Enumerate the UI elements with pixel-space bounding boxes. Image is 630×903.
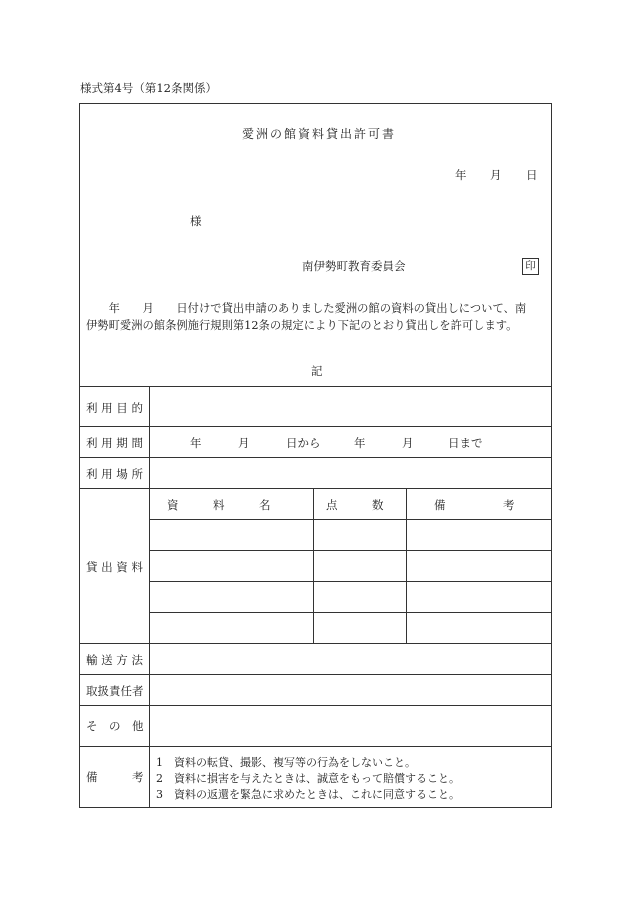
date-day: 日 xyxy=(526,168,538,182)
seal-mark: 印 xyxy=(522,258,539,275)
other-label: そ の 他 xyxy=(86,719,144,733)
period-end-day: 日まで xyxy=(448,436,483,450)
body-line-2: 伊勢町愛洲の館条例施行規則第12条の規定により下記のとおり貸出しを許可します。 xyxy=(86,319,518,332)
period-start-day: 日から xyxy=(286,436,321,450)
place-label: 利 用 場 所 xyxy=(86,467,143,481)
period-end-year: 年 xyxy=(354,436,366,450)
permit-form xyxy=(79,103,552,808)
materials-remarks-header: 備 考 xyxy=(434,498,515,512)
issuer: 南伊勢町教育委員会 xyxy=(302,259,406,273)
purpose-label: 利 用 目 的 xyxy=(86,401,143,415)
note-3: 3 資料の返還を緊急に求めたときは、これに同意すること。 xyxy=(156,788,460,801)
date-year: 年 xyxy=(455,168,467,182)
note-2: 2 資料に損害を与えたときは、誠意をもって賠償すること。 xyxy=(156,772,460,785)
materials-name-header: 資 料 名 xyxy=(167,498,271,512)
date-month: 月 xyxy=(490,168,502,182)
manager-label: 取扱責任者 xyxy=(86,684,144,698)
transport-label: 輸 送 方 法 xyxy=(86,653,143,667)
form-number: 様式第4号（第12条関係） xyxy=(80,81,217,95)
materials-label: 貸 出 資 料 xyxy=(86,560,143,574)
ki-mark: 記 xyxy=(311,364,323,378)
period-start-year: 年 xyxy=(190,436,202,450)
body-line-1: 年 月 日付けで貸出申請のありました愛洲の館の資料の貸出しについて、南 xyxy=(86,302,527,315)
remarks-label: 備 考 xyxy=(86,770,144,784)
document-title: 愛洲の館資料貸出許可書 xyxy=(242,127,397,141)
period-start-month: 月 xyxy=(238,436,250,450)
note-1: 1 資料の転貸、撮影、複写等の行為をしないこと。 xyxy=(156,756,416,769)
period-end-month: 月 xyxy=(402,436,414,450)
addressee-suffix: 様 xyxy=(190,214,202,228)
period-label: 利 用 期 間 xyxy=(86,436,143,450)
materials-count-header: 点 数 xyxy=(326,498,384,512)
